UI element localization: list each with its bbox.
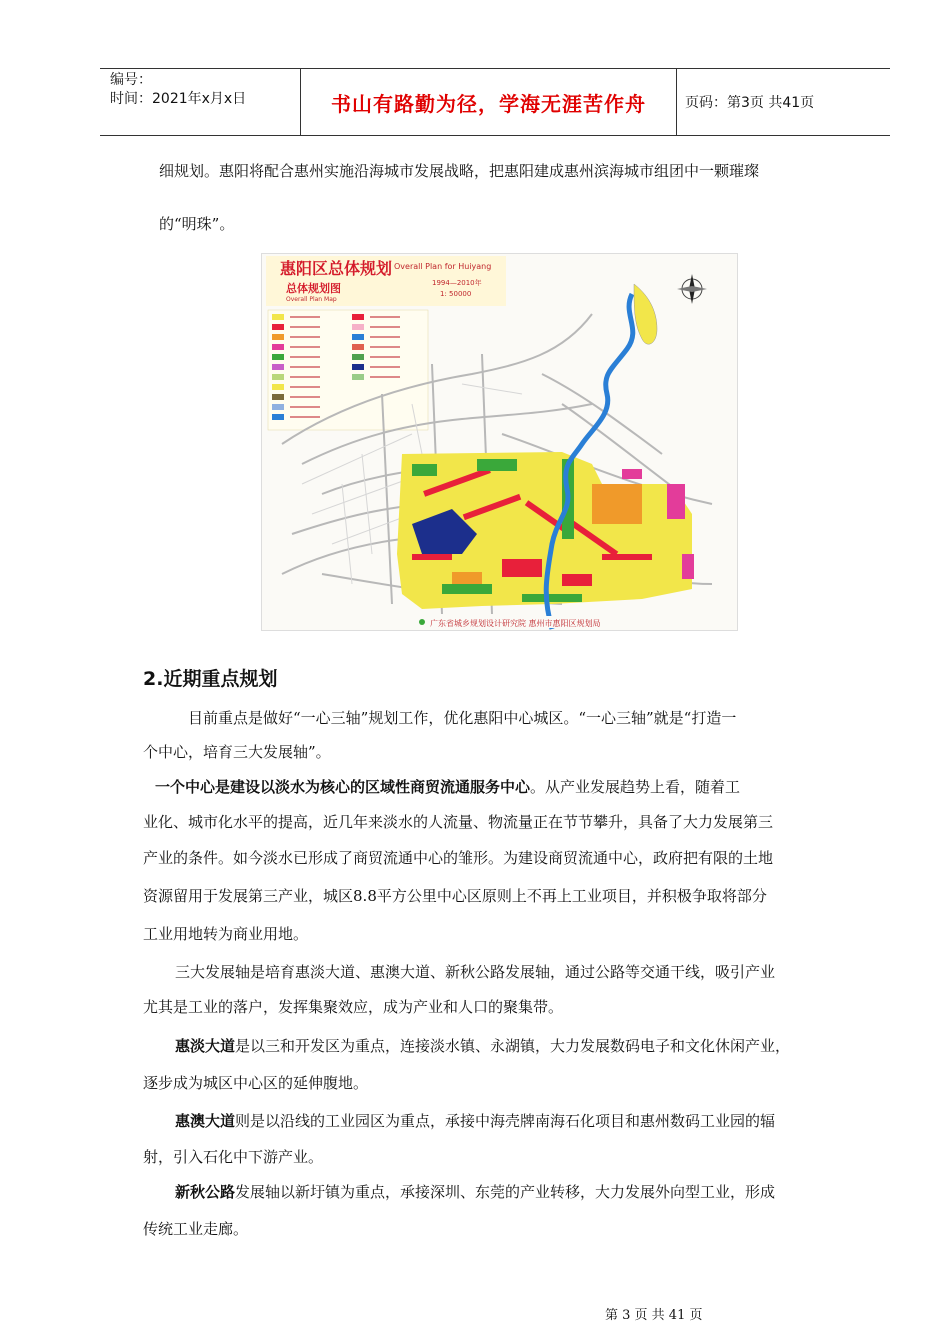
p6-bold: 新秋公路 — [175, 1183, 236, 1201]
page-header — [100, 68, 890, 136]
header-page-info: 页码：第3页 共41页 — [685, 95, 815, 111]
map-scale: 1: 50000 — [440, 290, 472, 298]
p4-line-1 — [175, 1036, 895, 1056]
p2-line-1 — [155, 777, 875, 797]
map-title-cn: 惠阳区总体规划 — [280, 259, 393, 278]
p2-line-5: 工业用地转为商业用地。 — [143, 925, 309, 943]
p6-line-1 — [175, 1182, 895, 1202]
p3-line-2: 尤其是工业的落户，发挥集聚效应，成为产业和人口的聚集带。 — [143, 998, 564, 1016]
p6-line-2: 传统工业走廊。 — [143, 1220, 249, 1238]
p5-bold: 惠澳大道 — [175, 1112, 236, 1130]
header-meta — [100, 69, 301, 135]
page-footer: 第 3 页 共 41 页 — [605, 1308, 703, 1323]
p4-bold: 惠淡大道 — [175, 1037, 236, 1055]
p2-line-3: 产业的条件。如今淡水已形成了商贸流通中心的雏形。为建设商贸流通中心，政府把有限的土地 — [143, 849, 774, 867]
p2-rest: 。从产业发展趋势上看，随着工 — [530, 778, 741, 796]
overall-plan-map — [261, 253, 738, 631]
p5-line-2: 射，引入石化中下游产业。 — [143, 1148, 324, 1166]
p3-line-1: 三大发展轴是培育惠淡大道、惠澳大道、新秋公路发展轴，通过公路等交通干线，吸引产业 — [175, 963, 776, 981]
p5-line-1 — [175, 1111, 895, 1131]
intro-line-2: 的“明珠”。 — [159, 215, 235, 233]
map-years: 1994—2010年 — [432, 279, 482, 287]
p1-line-2: 个中心，培育三大发展轴”。 — [143, 743, 331, 761]
p6-rest: 发展轴以新圩镇为重点，承接深圳、东莞的产业转移，大力发展外向型工业，形成 — [235, 1183, 776, 1201]
p2-bold: 一个中心是建设以淡水为核心的区域性商贸流通服务中心 — [155, 778, 531, 796]
map-graphic — [262, 254, 737, 630]
doc-number-label: 编号： — [110, 72, 152, 88]
doc-time-label: 时间：2021年x月x日 — [110, 91, 247, 107]
header-slogan-cell — [301, 69, 677, 135]
p4-rest: 是以三和开发区为重点，连接淡水镇、永湖镇，大力发展数码电子和文化休闲产业， — [235, 1037, 791, 1055]
map-credit: 广东省城乡规划设计研究院 惠州市惠阳区规划局 — [430, 619, 601, 628]
map-title-en: Overall Plan for Huiyang — [394, 262, 492, 271]
p4-line-2: 逐步成为城区中心区的延伸腹地。 — [143, 1074, 369, 1092]
intro-line-1: 细规划。惠阳将配合惠州实施沿海城市发展战略，把惠阳建成惠州滨海城市组团中一颗璀璨 — [159, 162, 760, 180]
map-legend — [268, 310, 428, 430]
credit-dot-icon — [419, 619, 425, 625]
section-title: 2.近期重点规划 — [143, 668, 278, 690]
p5-rest: 则是以沿线的工业园区为重点，承接中海壳牌南海石化项目和惠州数码工业园的辐 — [235, 1112, 776, 1130]
map-subtitle-cn: 总体规划图 — [286, 282, 341, 295]
p2-line-2: 业化、城市化水平的提高，近几年来淡水的人流量、物流量正在节节攀升，具备了大力发展第三 — [143, 813, 774, 831]
header-slogan: 书山有路勤为径，学海无涯苦作舟 — [331, 91, 646, 116]
p2-line-4: 资源留用于发展第三产业，城区8.8平方公里中心区原则上不再上工业项目，并积极争取将部分 — [143, 887, 767, 905]
p1-line-1: 目前重点是做好“一心三轴”规划工作，优化惠阳中心城区。“一心三轴”就是“打造一 — [188, 709, 737, 727]
map-subtitle-en: Overall Plan Map — [286, 296, 337, 303]
